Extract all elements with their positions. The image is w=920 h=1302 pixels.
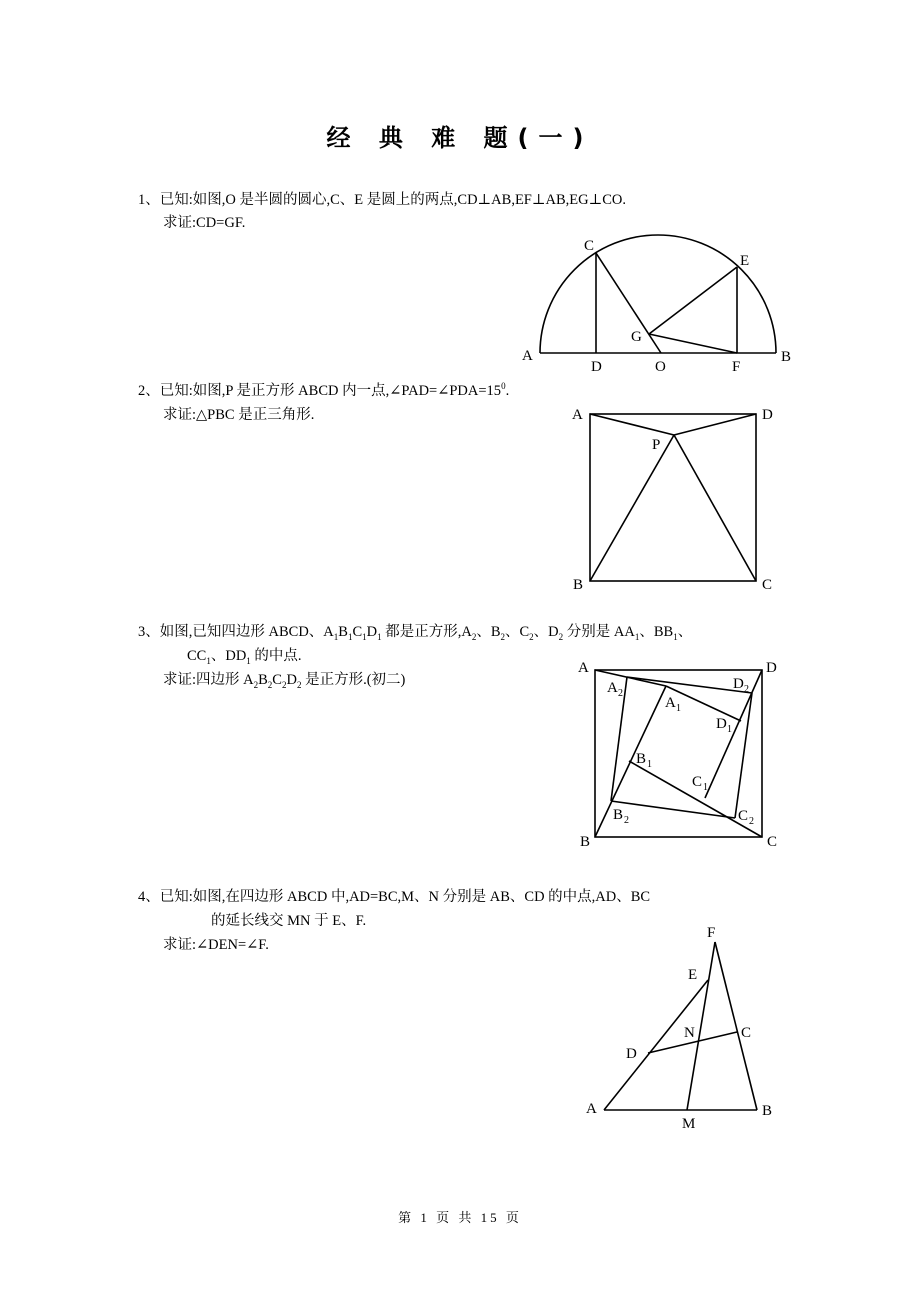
problem-1-prove: 求证:CD=GF. [163,215,246,231]
given-text: 已知:如图,P 是正方形 ABCD 内一点,∠PAD=∠PDA=15 [159,383,502,399]
subscript: 1 [347,631,353,642]
label-c: C [762,577,773,593]
subscript: 2 [624,815,629,826]
text: 、BB [639,624,674,640]
problem-2-prove: 求证:△PBC 是正三角形. [163,407,315,423]
label-m: M [682,1116,696,1132]
problem-3-prove [163,670,405,690]
text: C [352,624,363,640]
label-d: D [766,660,777,676]
text: 求证:四边形 A [163,672,254,688]
subscript: 1 [703,782,708,793]
label-a: A [522,348,533,364]
label-c: C [767,834,778,850]
subscript: 1 [634,631,640,642]
subscript: 1 [377,631,382,642]
label-c: C [741,1025,752,1041]
subscript: 2 [281,679,287,690]
text: D [366,624,378,640]
text: 分别是 AA [563,624,635,640]
given-text: 已知:如图,在四边形 ABCD 中,AD=BC,M、N 分别是 AB、CD 的中点,AD、BC [159,889,651,905]
label-f: F [732,359,741,375]
problem-number: 1、 [138,192,160,208]
subscript: 2 [500,631,505,642]
label-b: B [573,577,584,593]
label-d: D [626,1046,637,1062]
subscript: 2 [253,679,259,690]
page-title: 经 典 难 题(一) [326,124,594,152]
text: 如图,已知四边形 ABCD、A [159,624,334,640]
text: 、C [505,624,530,640]
subscript: 2 [618,688,623,699]
label-b1: B [636,751,647,767]
label-c2: C [738,808,749,824]
subscript: 2 [296,679,302,690]
label-d: D [591,359,602,375]
figure-4-quadrilateral [586,925,772,1132]
label-o: O [655,359,666,375]
problem-number: 2、 [138,383,160,399]
period: . [505,383,510,399]
problem-4-given-line2: 的延长线交 MN 于 E、F. [211,913,367,929]
label-b: B [762,1103,773,1119]
subscript: 2 [749,816,754,827]
text: C [272,672,282,688]
text: 都是正方形,A [381,624,472,640]
subscript: 1 [333,631,339,642]
subscript: 1 [676,703,681,714]
text: D [286,672,297,688]
text: 、 [677,624,693,640]
problem-3-given [138,622,692,642]
label-f: F [707,925,716,941]
label-d1: D [716,716,727,732]
degree-superscript: 0 [501,381,506,392]
label-n: N [684,1025,695,1041]
label-g: G [631,329,642,345]
problem-4-given [138,887,650,907]
subscript: 2 [744,684,749,695]
subscript: 2 [529,631,534,642]
subscript: 2 [267,679,273,690]
label-b: B [580,834,591,850]
figure-1-semicircle [522,235,791,375]
subscript: 1 [673,631,678,642]
label-a1: A [665,695,676,711]
text: 的中点. [250,648,302,664]
text: 是正方形.(初二) [301,672,406,688]
subscript: 1 [727,724,732,735]
problem-number: 3、 [138,624,160,640]
subscript: 1 [206,655,211,666]
label-d2: D [733,676,744,692]
problem-2-given [138,381,509,401]
label-b: B [781,349,792,365]
label-c1: C [692,774,703,790]
problem-4-prove: 求证:∠DEN=∠F. [163,937,269,953]
figure-2-square [572,407,773,593]
label-a: A [586,1101,597,1117]
text: CC [187,648,207,664]
given-text: 已知:如图,O 是半圆的圆心,C、E 是圆上的两点,CD⊥AB,EF⊥AB,EG⊥CO. [159,192,627,208]
text: B [258,672,268,688]
label-e: E [740,253,750,269]
label-a: A [572,407,583,423]
label-c: C [584,238,595,254]
label-p: P [652,437,661,453]
label-a: A [578,660,589,676]
label-a2: A [607,680,618,696]
text: 、DD [210,648,247,664]
subscript: 2 [471,631,477,642]
page-footer: 第 1 页 共 15 页 [398,1210,522,1225]
problem-number: 4、 [138,889,160,905]
subscript: 1 [647,759,652,770]
label-b2: B [613,807,624,823]
subscript: 1 [362,631,367,642]
problem-1-given [138,190,626,210]
subscript: 1 [246,655,251,666]
text: 、D [533,624,559,640]
problem-3-given-line2 [187,646,302,666]
figure-3-nested-squares [578,660,777,850]
text: B [338,624,348,640]
label-e: E [688,967,698,983]
subscript: 2 [558,631,564,642]
label-d: D [762,407,773,423]
text: 、B [476,624,501,640]
